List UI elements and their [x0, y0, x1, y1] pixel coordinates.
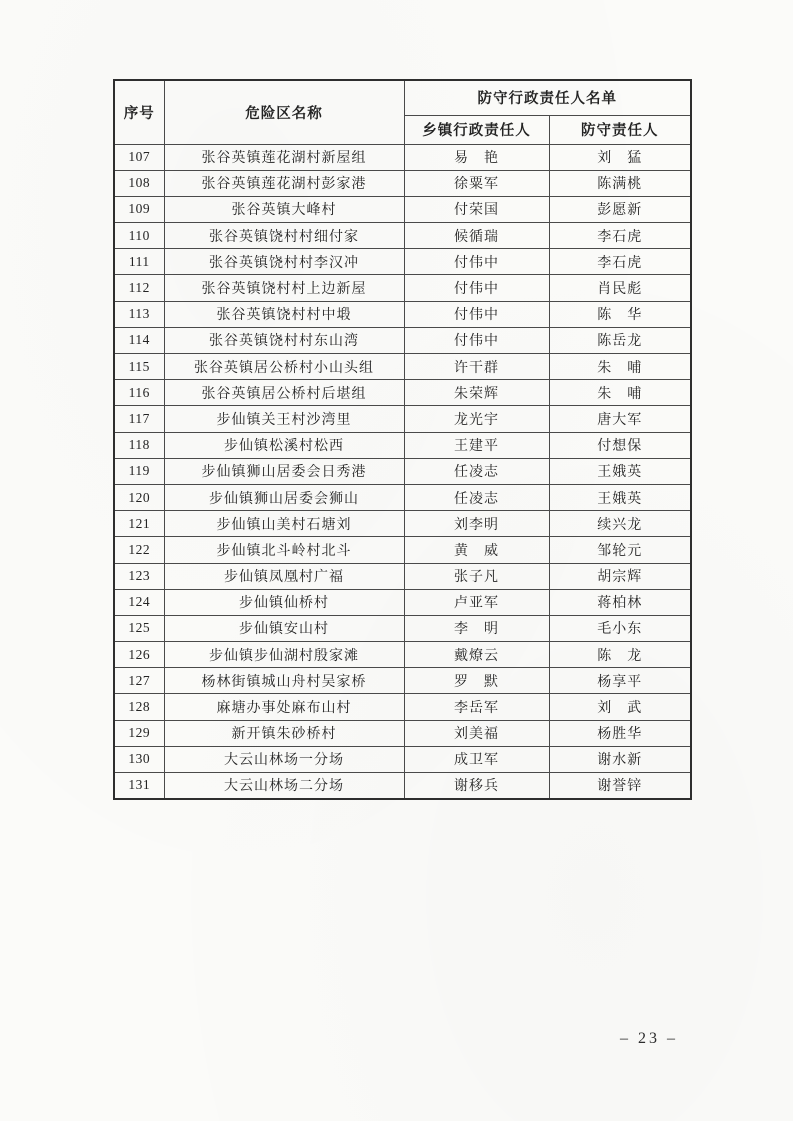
- table-row: [114, 537, 691, 563]
- table-row: [114, 223, 691, 249]
- serial-cell: 117: [114, 406, 164, 432]
- serial-cell: 125: [114, 615, 164, 641]
- defender-cell: 唐大军: [549, 406, 691, 432]
- header-serial: 序号: [114, 80, 164, 144]
- zone-name-cell: 步仙镇凤凰村广福: [164, 563, 404, 589]
- table-row: [114, 432, 691, 458]
- table-row: [114, 249, 691, 275]
- serial-cell: 127: [114, 668, 164, 694]
- defender-cell: 付想保: [549, 432, 691, 458]
- zone-name-cell: 步仙镇松溪村松西: [164, 432, 404, 458]
- serial-cell: 109: [114, 196, 164, 222]
- defender-cell: 陈 华: [549, 301, 691, 327]
- defender-cell: 胡宗辉: [549, 563, 691, 589]
- header-defender: 防守责任人: [549, 115, 691, 144]
- serial-cell: 118: [114, 432, 164, 458]
- serial-cell: 121: [114, 511, 164, 537]
- defender-cell: 刘 猛: [549, 144, 691, 170]
- table-row: [114, 668, 691, 694]
- township-admin-cell: 张子凡: [404, 563, 549, 589]
- table-row: [114, 380, 691, 406]
- serial-cell: 123: [114, 563, 164, 589]
- zone-name-cell: 步仙镇北斗岭村北斗: [164, 537, 404, 563]
- zone-name-cell: 张谷英镇莲花湖村彭家港: [164, 170, 404, 196]
- township-admin-cell: 谢移兵: [404, 773, 549, 799]
- zone-name-cell: 步仙镇步仙湖村殷家滩: [164, 642, 404, 668]
- zone-name-cell: 麻塘办事处麻布山村: [164, 694, 404, 720]
- table-row: [114, 458, 691, 484]
- serial-cell: 116: [114, 380, 164, 406]
- serial-cell: 108: [114, 170, 164, 196]
- defender-cell: 毛小东: [549, 615, 691, 641]
- defender-cell: 杨胜华: [549, 720, 691, 746]
- defender-cell: 陈岳龙: [549, 327, 691, 353]
- defender-cell: 肖民彪: [549, 275, 691, 301]
- zone-name-cell: 步仙镇狮山居委会狮山: [164, 484, 404, 510]
- table-row: [114, 144, 691, 170]
- zone-name-cell: 步仙镇仙桥村: [164, 589, 404, 615]
- serial-cell: 130: [114, 746, 164, 772]
- serial-cell: 128: [114, 694, 164, 720]
- defender-cell: 陈满桃: [549, 170, 691, 196]
- table-row: [114, 275, 691, 301]
- zone-name-cell: 杨林街镇城山舟村吴家桥: [164, 668, 404, 694]
- township-admin-cell: 戴燎云: [404, 642, 549, 668]
- township-admin-cell: 付伟中: [404, 249, 549, 275]
- table-row: [114, 196, 691, 222]
- table-row: [114, 720, 691, 746]
- township-admin-cell: 任凌志: [404, 484, 549, 510]
- table-row: [114, 615, 691, 641]
- defender-cell: 陈 龙: [549, 642, 691, 668]
- serial-cell: 112: [114, 275, 164, 301]
- defender-cell: 蒋柏林: [549, 589, 691, 615]
- zone-name-cell: 张谷英镇饶村村东山湾: [164, 327, 404, 353]
- zone-name-cell: 张谷英镇饶村村中塅: [164, 301, 404, 327]
- defender-cell: 朱 哺: [549, 380, 691, 406]
- zone-name-cell: 张谷英镇居公桥村后堪组: [164, 380, 404, 406]
- serial-cell: 110: [114, 223, 164, 249]
- zone-name-cell: 张谷英镇饶村村细付家: [164, 223, 404, 249]
- zone-name-cell: 张谷英镇莲花湖村新屋组: [164, 144, 404, 170]
- defender-cell: 谢誉锌: [549, 773, 691, 799]
- table-row: [114, 354, 691, 380]
- serial-cell: 120: [114, 484, 164, 510]
- township-admin-cell: 朱荣辉: [404, 380, 549, 406]
- zone-name-cell: 步仙镇安山村: [164, 615, 404, 641]
- township-admin-cell: 付伟中: [404, 327, 549, 353]
- table-row: [114, 484, 691, 510]
- defender-cell: 彭愿新: [549, 196, 691, 222]
- township-admin-cell: 付荣国: [404, 196, 549, 222]
- township-admin-cell: 李 明: [404, 615, 549, 641]
- township-admin-cell: 候循瑞: [404, 223, 549, 249]
- serial-cell: 131: [114, 773, 164, 799]
- township-admin-cell: 刘李明: [404, 511, 549, 537]
- table-row: [114, 773, 691, 799]
- defender-cell: 续兴龙: [549, 511, 691, 537]
- table-row: [114, 511, 691, 537]
- township-admin-cell: 付伟中: [404, 275, 549, 301]
- serial-cell: 129: [114, 720, 164, 746]
- township-admin-cell: 卢亚军: [404, 589, 549, 615]
- zone-name-cell: 新开镇朱砂桥村: [164, 720, 404, 746]
- zone-name-cell: 步仙镇狮山居委会日秀港: [164, 458, 404, 484]
- header-township-admin: 乡镇行政责任人: [404, 115, 549, 144]
- table-row: [114, 406, 691, 432]
- defender-cell: 李石虎: [549, 249, 691, 275]
- township-admin-cell: 成卫军: [404, 746, 549, 772]
- township-admin-cell: 黄 威: [404, 537, 549, 563]
- table-row: [114, 170, 691, 196]
- page-number: – 23 –: [620, 1030, 678, 1047]
- zone-name-cell: 大云山林场一分场: [164, 746, 404, 772]
- township-admin-cell: 王建平: [404, 432, 549, 458]
- defender-cell: 朱 哺: [549, 354, 691, 380]
- township-admin-cell: 徐粟军: [404, 170, 549, 196]
- serial-cell: 115: [114, 354, 164, 380]
- township-admin-cell: 易 艳: [404, 144, 549, 170]
- township-admin-cell: 许干群: [404, 354, 549, 380]
- zone-name-cell: 张谷英镇饶村村上边新屋: [164, 275, 404, 301]
- table-body: [114, 144, 691, 799]
- serial-cell: 107: [114, 144, 164, 170]
- table-row: [114, 563, 691, 589]
- township-admin-cell: 龙光宇: [404, 406, 549, 432]
- township-admin-cell: 刘美福: [404, 720, 549, 746]
- serial-cell: 114: [114, 327, 164, 353]
- serial-cell: 119: [114, 458, 164, 484]
- table-header: [114, 80, 691, 144]
- zone-name-cell: 张谷英镇大峰村: [164, 196, 404, 222]
- defender-cell: 谢水新: [549, 746, 691, 772]
- serial-cell: 113: [114, 301, 164, 327]
- table-row: [114, 746, 691, 772]
- table-row: [114, 642, 691, 668]
- responsible-persons-table: [113, 79, 692, 800]
- zone-name-cell: 步仙镇山美村石塘刘: [164, 511, 404, 537]
- defender-cell: 刘 武: [549, 694, 691, 720]
- header-zone-name: 危险区名称: [164, 80, 404, 144]
- serial-cell: 124: [114, 589, 164, 615]
- defender-cell: 杨享平: [549, 668, 691, 694]
- zone-name-cell: 张谷英镇饶村村李汉冲: [164, 249, 404, 275]
- serial-cell: 111: [114, 249, 164, 275]
- township-admin-cell: 付伟中: [404, 301, 549, 327]
- zone-name-cell: 步仙镇关王村沙湾里: [164, 406, 404, 432]
- defender-cell: 李石虎: [549, 223, 691, 249]
- table-row: [114, 301, 691, 327]
- township-admin-cell: 李岳军: [404, 694, 549, 720]
- table-row: [114, 589, 691, 615]
- table-row: [114, 327, 691, 353]
- defender-cell: 王娥英: [549, 458, 691, 484]
- table-row: [114, 694, 691, 720]
- zone-name-cell: 大云山林场二分场: [164, 773, 404, 799]
- township-admin-cell: 任凌志: [404, 458, 549, 484]
- serial-cell: 126: [114, 642, 164, 668]
- zone-name-cell: 张谷英镇居公桥村小山头组: [164, 354, 404, 380]
- serial-cell: 122: [114, 537, 164, 563]
- defender-cell: 邹轮元: [549, 537, 691, 563]
- header-responsible-group: 防守行政责任人名单: [404, 80, 691, 115]
- defender-cell: 王娥英: [549, 484, 691, 510]
- township-admin-cell: 罗 默: [404, 668, 549, 694]
